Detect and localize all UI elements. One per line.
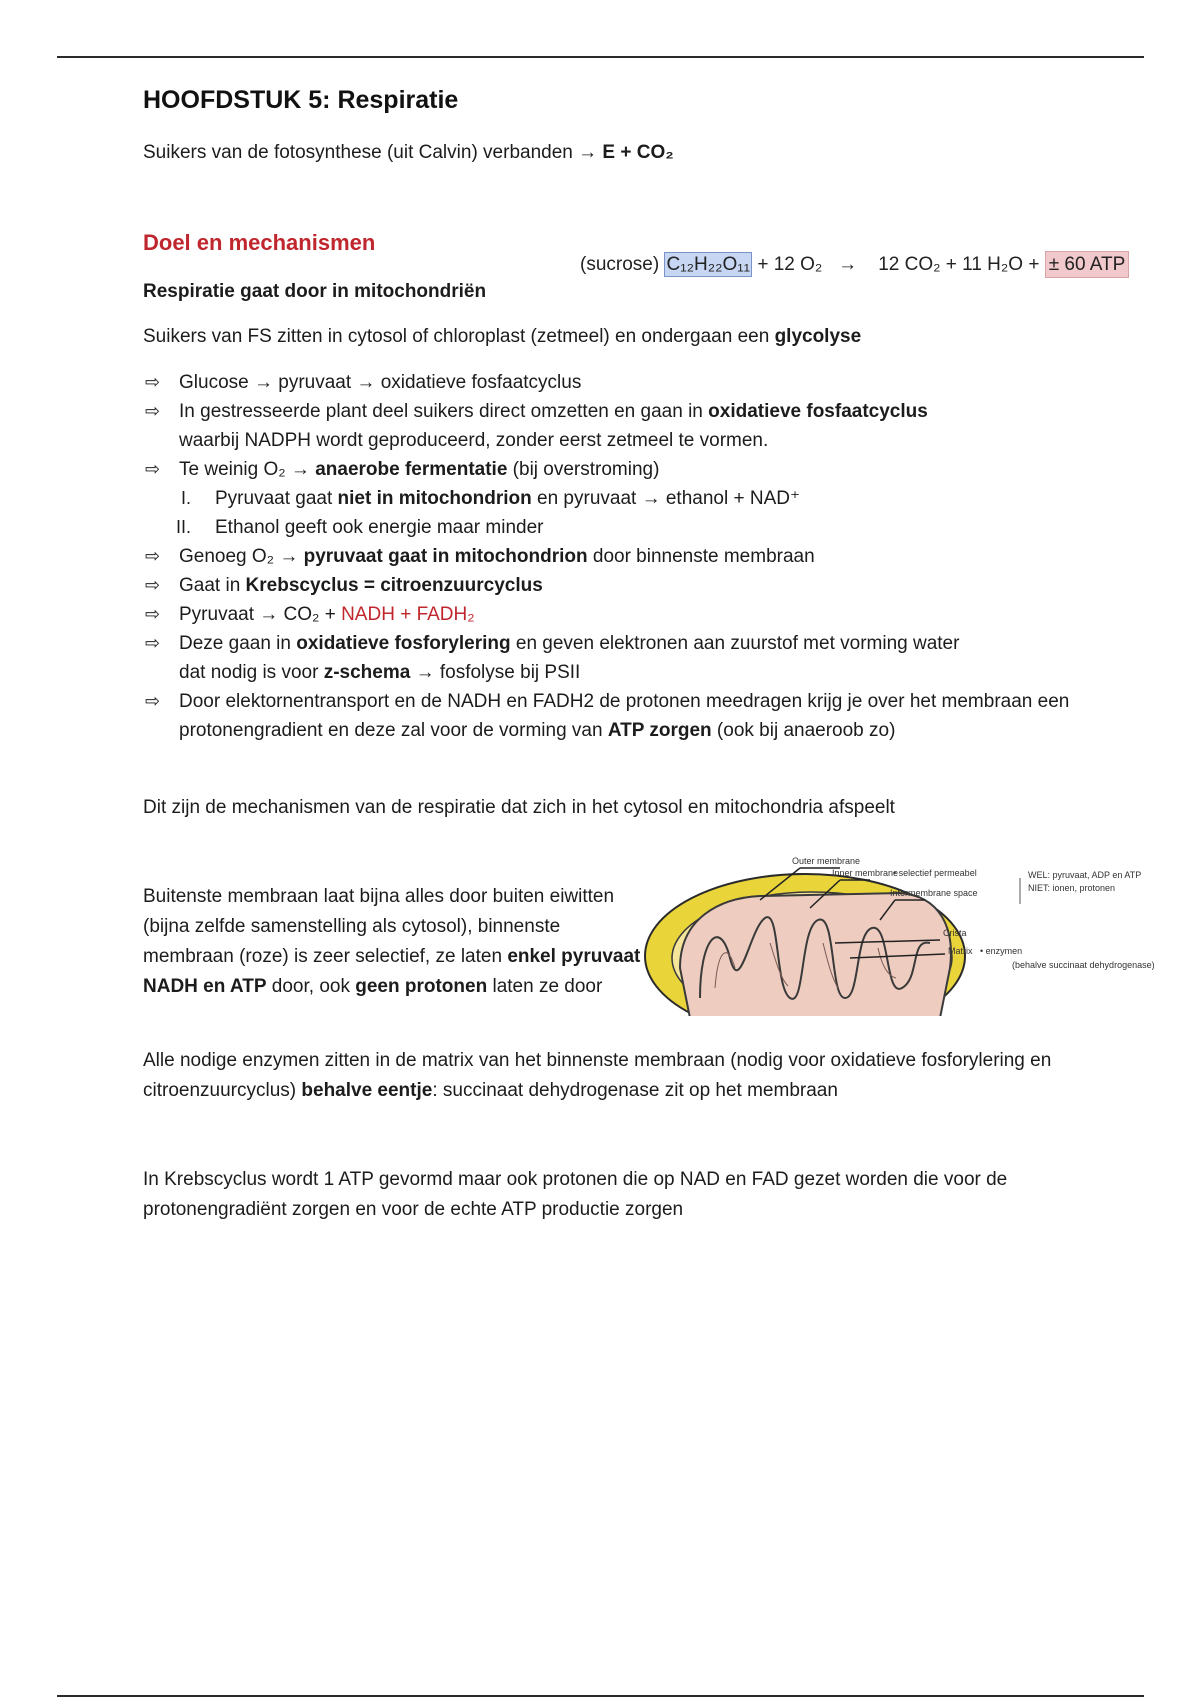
respiration-equation: (sucrose) C₁₂H₂₂O₁₁ + 12 O₂ → 12 CO₂ + 11 H₂O + ± 60 ATP xyxy=(580,254,1129,276)
label-enzymen: • enzymen xyxy=(980,946,1023,956)
krebs-paragraph: In Krebscyclus wordt 1 ATP gevormd maar ook protonen die op NAD en FAD gezet worden die voor de protonengradiënt zorgen en voor de echte ATP productie zorgen xyxy=(143,1169,1008,1220)
membrane-paragraph: Buitenste membraan laat bijna alles door buiten eiwitten (bijna zelfde samenstelling als cytosol), binnenste membraan (roze) is zeer selectief, ze laten enkel pyruvaat NADH en ATP door, ook geen protonen laten ze door xyxy=(143,886,641,997)
label-behalve: (behalve succinaat dehydrogenase) xyxy=(1012,960,1155,970)
label-selective: • selectief permeabel xyxy=(893,868,977,878)
arrow-icon: ⇨ xyxy=(145,372,161,392)
label-outer-membrane: Outer membrane xyxy=(792,856,861,866)
label-matrix: Matrix xyxy=(948,946,973,956)
list-item: ⇨ Gaat in Krebscyclus = citroenzuurcyclus xyxy=(143,571,1173,600)
list-item: II. Ethanol geeft ook energie maar minder xyxy=(175,517,544,538)
mitochondrion-diagram xyxy=(640,848,1180,1018)
page-title: HOOFDSTUK 5: Respiratie xyxy=(143,86,459,114)
sucrose-formula: C₁₂H₂₂O₁₁ xyxy=(666,254,751,275)
list-item: ⇨ Pyruvaat → CO₂ + NADH + FADH₂ xyxy=(143,600,1173,629)
list-item: ⇨ Genoeg O₂ → pyruvaat gaat in mitochondrion door binnenste membraan xyxy=(143,542,1173,571)
bullet-list xyxy=(143,368,1173,745)
mitochondrion-illustration xyxy=(640,848,1180,1018)
atp-yield: ± 60 ATP xyxy=(1045,251,1130,278)
list-item: ⇨ In gestresseerde plant deel suikers direct omzetten en gaan in oxidatieve fosfaatcyclus waarbij NADPH wordt geproduceerd, zonder eerst zetmeel te vormen. xyxy=(143,397,1173,455)
mechanisms-line: Dit zijn de mechanismen van de respiratie dat zich in het cytosol en mitochondria afspeelt xyxy=(143,797,895,818)
label-wel: WEL: pyruvaat, ADP en ATP xyxy=(1028,870,1142,880)
arrow-icon: ⇨ xyxy=(145,604,161,624)
list-item: ⇨ Deze gaan in oxidatieve fosforylering en geven elektronen aan zuurstof met vorming water dat nodig is voor z-schema → fosfolyse bij PSII xyxy=(143,629,1173,687)
enzymes-paragraph: Alle nodige enzymen zitten in de matrix van het binnenste membraan (nodig voor oxidatieve fosforylering en citroenzuurcyclus) behalve eentje: succinaat dehydrogenase zit op het membraan xyxy=(143,1050,1052,1101)
intro-line: Suikers van de fotosynthese (uit Calvin) verbanden → E + CO₂ xyxy=(143,142,674,163)
subheading: Respiratie gaat door in mitochondriën xyxy=(143,281,487,302)
arrow-icon: ⇨ xyxy=(145,633,161,653)
section-heading: Doel en mechanismen xyxy=(143,230,376,255)
label-inner-membrane: Inner membrane xyxy=(832,868,899,878)
list-item: ⇨ Glucose → pyruvaat → oxidatieve fosfaatcyclus xyxy=(143,368,1173,397)
arrow-icon: ⇨ xyxy=(145,691,161,711)
list-item: ⇨ Te weinig O₂ → anaerobe fermentatie (bij overstroming) xyxy=(143,455,1173,484)
bottom-rule xyxy=(57,1695,1144,1697)
arrow-icon: ⇨ xyxy=(145,546,161,566)
list-item: ⇨ Door elektornentransport en de NADH en FADH2 de protonen meedragen krijg je over het membraan een protonengradient en deze zal voor de vorming van ATP zorgen (ook bij anaeroob zo) xyxy=(143,687,1173,745)
top-rule xyxy=(57,56,1144,58)
label-niet: NIET: ionen, protonen xyxy=(1028,883,1116,893)
glycolysis-line: Suikers van FS zitten in cytosol of chloroplast (zetmeel) en ondergaan een glycolyse xyxy=(143,326,862,347)
list-item: I. Pyruvaat gaat niet in mitochondrion en pyruvaat → ethanol + NAD⁺ xyxy=(180,488,800,509)
arrow-icon: ⇨ xyxy=(145,459,161,479)
arrow-icon: ⇨ xyxy=(145,401,161,421)
label-intermembrane: Intermembrane space xyxy=(890,888,978,898)
label-crista: Crista xyxy=(943,928,967,938)
arrow-icon: ⇨ xyxy=(145,575,161,595)
